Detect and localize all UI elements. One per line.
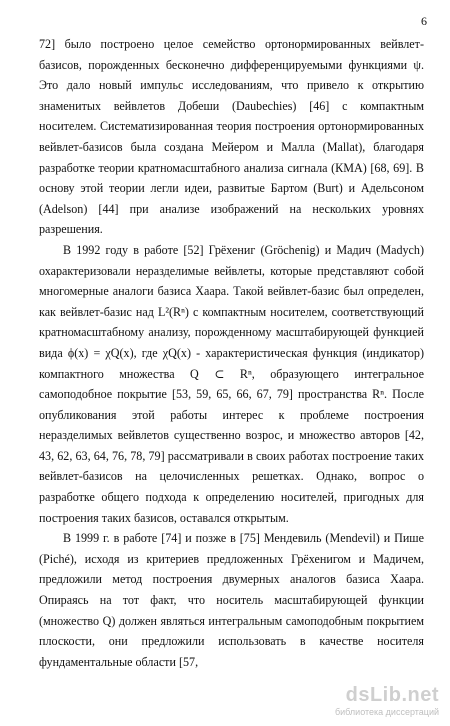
watermark-caption: библиотека диссертаций bbox=[334, 707, 439, 717]
body-text bbox=[39, 34, 424, 672]
dslib-watermark bbox=[313, 684, 441, 720]
watermark-logo-text: dsLib.net bbox=[345, 684, 439, 706]
paragraph: 72] было построено целое семейство ортонормированных вейвлет-базисов, порожденных бесконечно дифференцируемыми функциями ψ. Это дало новый импульс исследованиям, что привело к открытию знаменитых вейвлетов Добеши (Daubechies) [46] с компактным носителем. Систематизированная теория построения ортонормированных вейвлет-базисов была создана Мейером и Малла (Mallat), благодаря разработке теории кратномасштабного анализа сигнала (КМА) [68, 69]. В основу этой теории легли идеи, развитые Бартом (Burt) и Адельсоном (Adelson) [44] при анализе изображений на нескольких уровнях разрешения. bbox=[39, 37, 424, 237]
page-number: 6 bbox=[421, 14, 427, 28]
paragraph: В 1992 году в работе [52] Грёхениг (Gröchenig) и Мадич (Madych) охарактеризовали неразделимые вейвлеты, которые представляют собой многомерные аналоги базиса Хаара. Такой вейвлет-базис был определен, как вейвлет-базис над L²(Rⁿ) с компактным носителем, соответствующий кратномасштабному анализу, порожденному масштабирующей функцией вида ϕ(x) = χQ(x), где χQ(x) - характеристическая функция (индикатор) компактного множества Q ⊂ Rⁿ, образующего интегральное самоподобное покрытие [53, 59, 65, 66, 67, 79] пространства Rⁿ. После опубликования этой работы интерес к проблеме построения неразделимых вейвлетов существенно возрос, и множество авторов [42, 43, 62, 63, 64, 76, 78, 79] рассматривали в своих работах построение таких вейвлет-базисов на целочисленных решетках. Однако, вопрос о разработке общего подхода к определению носителей, пригодных для построения таких базисов, оставался открытым. bbox=[39, 242, 424, 525]
paragraph: В 1999 г. в работе [74] и позже в [75] Мендевиль (Mendevil) и Пише (Piché), исходя из критериев предложенных Грёхенигом и Мадичем, предложили метод построения двумерных аналогов базиса Хаара. Опираясь на тот факт, что носитель масштабирующей функции (множество Q) должен являться интегральным самоподобным покрытием плоскости, они предложили использовать в качестве носителя фундаментальные области [57, bbox=[39, 531, 424, 669]
